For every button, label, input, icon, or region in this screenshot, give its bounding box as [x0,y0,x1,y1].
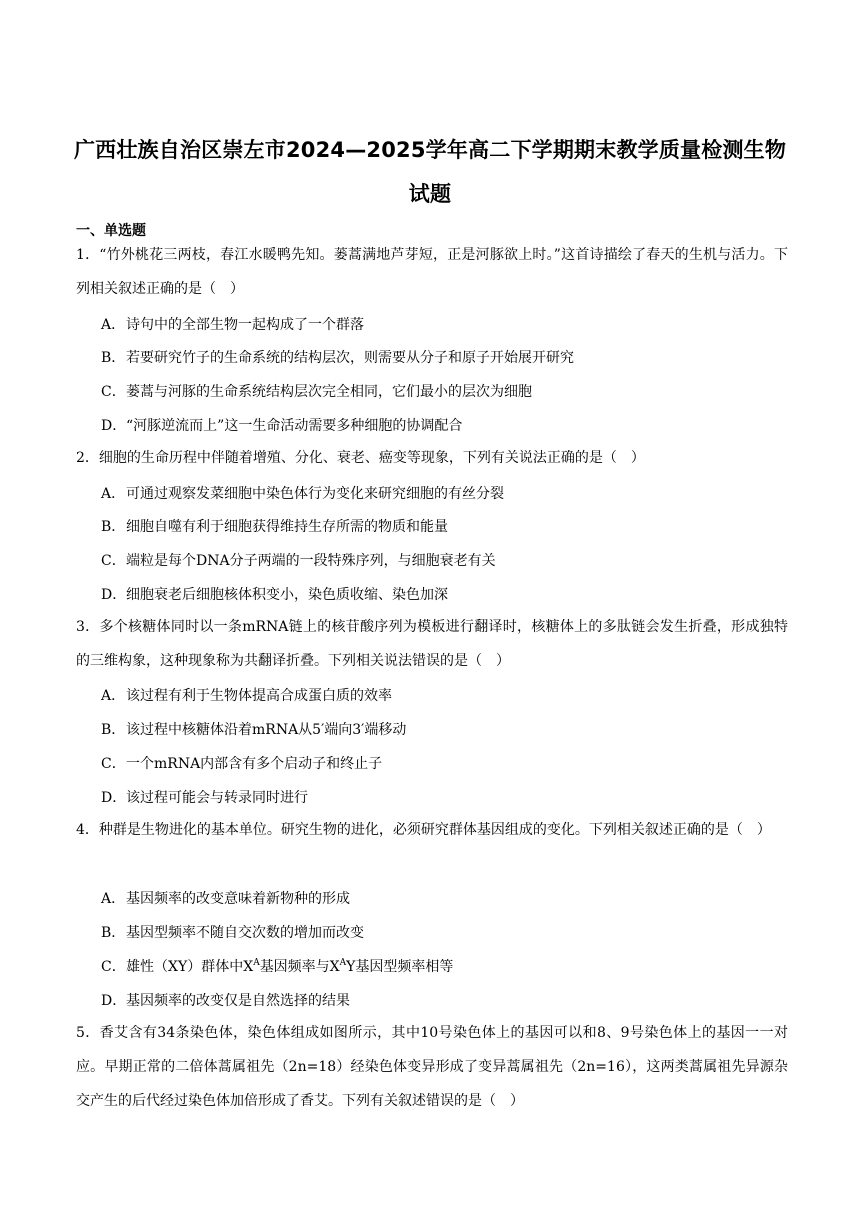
superscript-a: A [253,958,260,968]
question-2-option-a[interactable]: A．可通过观察发菜细胞中染色体行为变化来研究细胞的有丝分裂 [101,486,504,502]
question-4-option-d[interactable]: D．基因频率的改变仅是自然选择的结果 [101,993,350,1009]
question-1-stem: 1．“竹外桃花三两枝，春江水暖鸭先知。蒌蒿满地芦芽短，正是河豚欲上时。”这首诗描绘了春天的生机与活力。下列相关叙述正确的是（ ） [76,247,788,297]
question-1-option-a[interactable]: A．诗句中的全部生物一起构成了一个群落 [101,317,364,333]
question-1-option-d[interactable]: D．“河豚逆流而上”这一生命活动需要多种细胞的协调配合 [101,418,463,434]
question-3-option-d[interactable]: D．该过程可能会与转录同时进行 [101,790,308,806]
question-4-option-a[interactable]: A．基因频率的改变意味着新物种的形成 [101,891,350,907]
question-1-option-c[interactable]: C．蒌蒿与河豚的生命系统结构层次完全相同，它们最小的层次为细胞 [101,384,532,400]
question-2-option-d[interactable]: D．细胞衰老后细胞核体积变小，染色质收缩、染色加深 [101,587,448,603]
section-header: 一、单选题 [76,223,146,239]
question-2-option-c[interactable]: C．端粒是每个DNA分子两端的一段特殊序列，与细胞衰老有关 [101,553,496,569]
question-4-option-c[interactable]: C．雄性（XY）群体中$X^A$基因频率与$X^AY$基因型频率相等 [101,958,454,975]
question-2-option-b[interactable]: B．细胞自噬有利于细胞获得维持生存所需的物质和能量 [101,519,448,535]
question-3-stem: 3．多个核糖体同时以一条mRNA链上的核苷酸序列为模板进行翻译时，核糖体上的多肽链会发生折叠，形成独特的三维构象，这种现象称为共翻译折叠。下列相关说法错误的是（ ） [76,619,788,669]
question-1-option-b[interactable]: B．若要研究竹子的生命系统的结构层次，则需要从分子和原子开始展开研究 [101,350,574,366]
question-3-option-b[interactable]: B．该过程中核糖体沿着mRNA从5′端向3′端移动 [101,722,407,738]
question-3-option-c[interactable]: C．一个mRNA内部含有多个启动子和终止子 [101,756,383,772]
question-5-stem: 5．香艾含有34条染色体，染色体组成如图所示，其中10号染色体上的基因可以和8、9号染色体上的基因一一对应。早期正常的二倍体蒿属祖先（2n=18）经染色体变异形成了变异蒿属祖先（2n=16），这两类蒿属祖先异源杂交产生的后代经过染色体加倍形成了香艾。下列有关叙述错误的是（ ） [76,1025,788,1109]
superscript-a: A [339,958,347,968]
question-4-stem: 4．种群是生物进化的基本单位。研究生物的进化，必须研究群体基因组成的变化。下列相关叙述正确的是（ ） [76,822,771,838]
question-4-option-b[interactable]: B．基因型频率不随自交次数的增加而改变 [101,925,364,941]
question-3-option-a[interactable]: A．该过程有利于生物体提高合成蛋白质的效率 [101,688,392,704]
document-title-line-1: 广西壮族自治区崇左市2024—2025学年高二下学期期末教学质量检测生物 [73,138,787,162]
document-title-line-2: 试题 [408,182,452,206]
question-2-stem: 2．细胞的生命历程中伴随着增殖、分化、衰老、癌变等现象，下列有关说法正确的是（ ） [76,450,645,466]
